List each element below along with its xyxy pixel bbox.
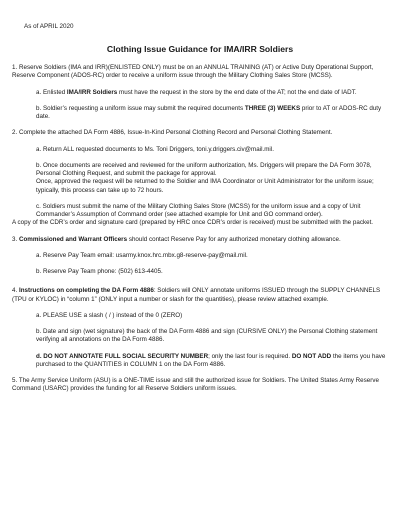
- section-4-rest: : Soldiers will ONLY annotate uniforms ISSUED through the SUPPLY CHANNELS (TPU or KYLOC) in “column 1” (ONLY input a number or slash for the quantities), please review attached example.: [12, 287, 381, 303]
- section-2b-1: b. Once documents are received and reviewed for the uniform authorization, Ms. Driggers will prepare the DA Form 3078, Personal Clothing Request, and submit the package for approval.: [36, 161, 372, 177]
- section-4d-mid: ; only the last four is required.: [208, 352, 292, 360]
- section-3-rest: should contact Reserve Pay for any authorized monetary clothing allowance.: [127, 235, 341, 243]
- section-4a: a. PLEASE USE a slash ( / ) instead of the 0 (ZERO): [36, 311, 183, 319]
- section-3-number: 3.: [12, 235, 19, 243]
- section-2c-2: A copy of the CDR’s order and signature card (prepared by HRC once CDR’s order is received) must be submitted with the packet.: [12, 219, 374, 227]
- section-4-text: [12, 287, 388, 304]
- section-2b-2: Once, approved the request will be returned to the Soldier and IMA Coordinator or Unit Administrator for the uniform issue; typically, this process can take up to 72 hours.: [36, 178, 374, 194]
- section-4d-bold: d. DO NOT ANNOTATE FULL SOCIAL SECURITY NUMBER: [36, 352, 209, 360]
- section-1b: [12, 105, 388, 122]
- section-1a: [12, 89, 388, 97]
- section-2a: a. Return ALL requested documents to Ms. Toni Driggers, toni.y.driggers.civ@mail.mil.: [36, 145, 274, 153]
- section-4d-bold-2: DO NOT ADD: [291, 352, 332, 360]
- section-3-text: [12, 236, 388, 244]
- section-4b: b. Date and sign (wet signature) the back of the DA Form 4886 and sign (CURSIVE ONLY) the Personal Clothing statement verifying all annotations on the DA Form 4886.: [36, 328, 378, 344]
- document-title: Clothing Issue Guidance for IMA/IRR Soldiers: [106, 44, 294, 54]
- section-4-bold: Instructions on completing the DA Form 4886: [18, 287, 154, 295]
- section-1b-lead: b. Soldier’s requesting a uniform issue may submit the required documents: [36, 104, 245, 112]
- section-1b-rest: prior to AT or ADOS-RC duty date.: [36, 104, 382, 120]
- section-3a: a. Reserve Pay Team email: usarmy.knox.hrc.mbx.g8-reserve-pay@mail.mil.: [36, 251, 248, 259]
- section-1-text: 1. Reserve Soldiers (IMA and IRR)(ENLISTED ONLY) must be on an ANNUAL TRAINING (AT) or Active Duty Operational Support, Reserve Component (ADOS-RC) order to receive a uniform issue through the Military Clothing Sales Store (MCSS).: [12, 64, 374, 80]
- section-3-bold: Commissioned and Warrant Officers: [18, 235, 128, 243]
- section-5-text: 5. The Army Service Uniform (ASU) is a ONE-TIME issue and still the authorized issue for Soldiers. The United States Army Reserve Command (USARC) provides the funding for all Reserve Soldiers uniform issues.: [12, 377, 379, 393]
- section-1a-rest: must have the request in the store by the end date of the AT; not the end date of IADT.: [117, 88, 357, 96]
- section-1a-bold: IMA/IRR Soldiers: [66, 88, 118, 96]
- section-4-number: 4.: [12, 287, 19, 295]
- section-2c-1: c. Soldiers must submit the name of the Military Clothing Sales Store (MCSS) for the uniform issue and a copy of Unit Commander’s Assumption of Command order (see attached example for Unit and GO command order).: [36, 202, 361, 218]
- section-3b: b. Reserve Pay Team phone: (502) 613-4405.: [36, 268, 163, 275]
- section-1b-bold: THREE (3) WEEKS: [244, 104, 301, 112]
- as-of-date: As of APRIL 2020: [24, 23, 74, 30]
- section-4d-rest: the items you have purchased to the QUANTITIES in COLUMN 1 on the DA Form 4886.: [36, 352, 386, 368]
- document-body: [12, 64, 388, 394]
- section-1a-lead: a. Enlisted: [36, 88, 67, 96]
- section-4d: [12, 353, 388, 370]
- section-2-text: 2. Complete the attached DA Form 4886, Issue-In-Kind Personal Clothing Record and Personal Clothing Statement.: [12, 129, 333, 137]
